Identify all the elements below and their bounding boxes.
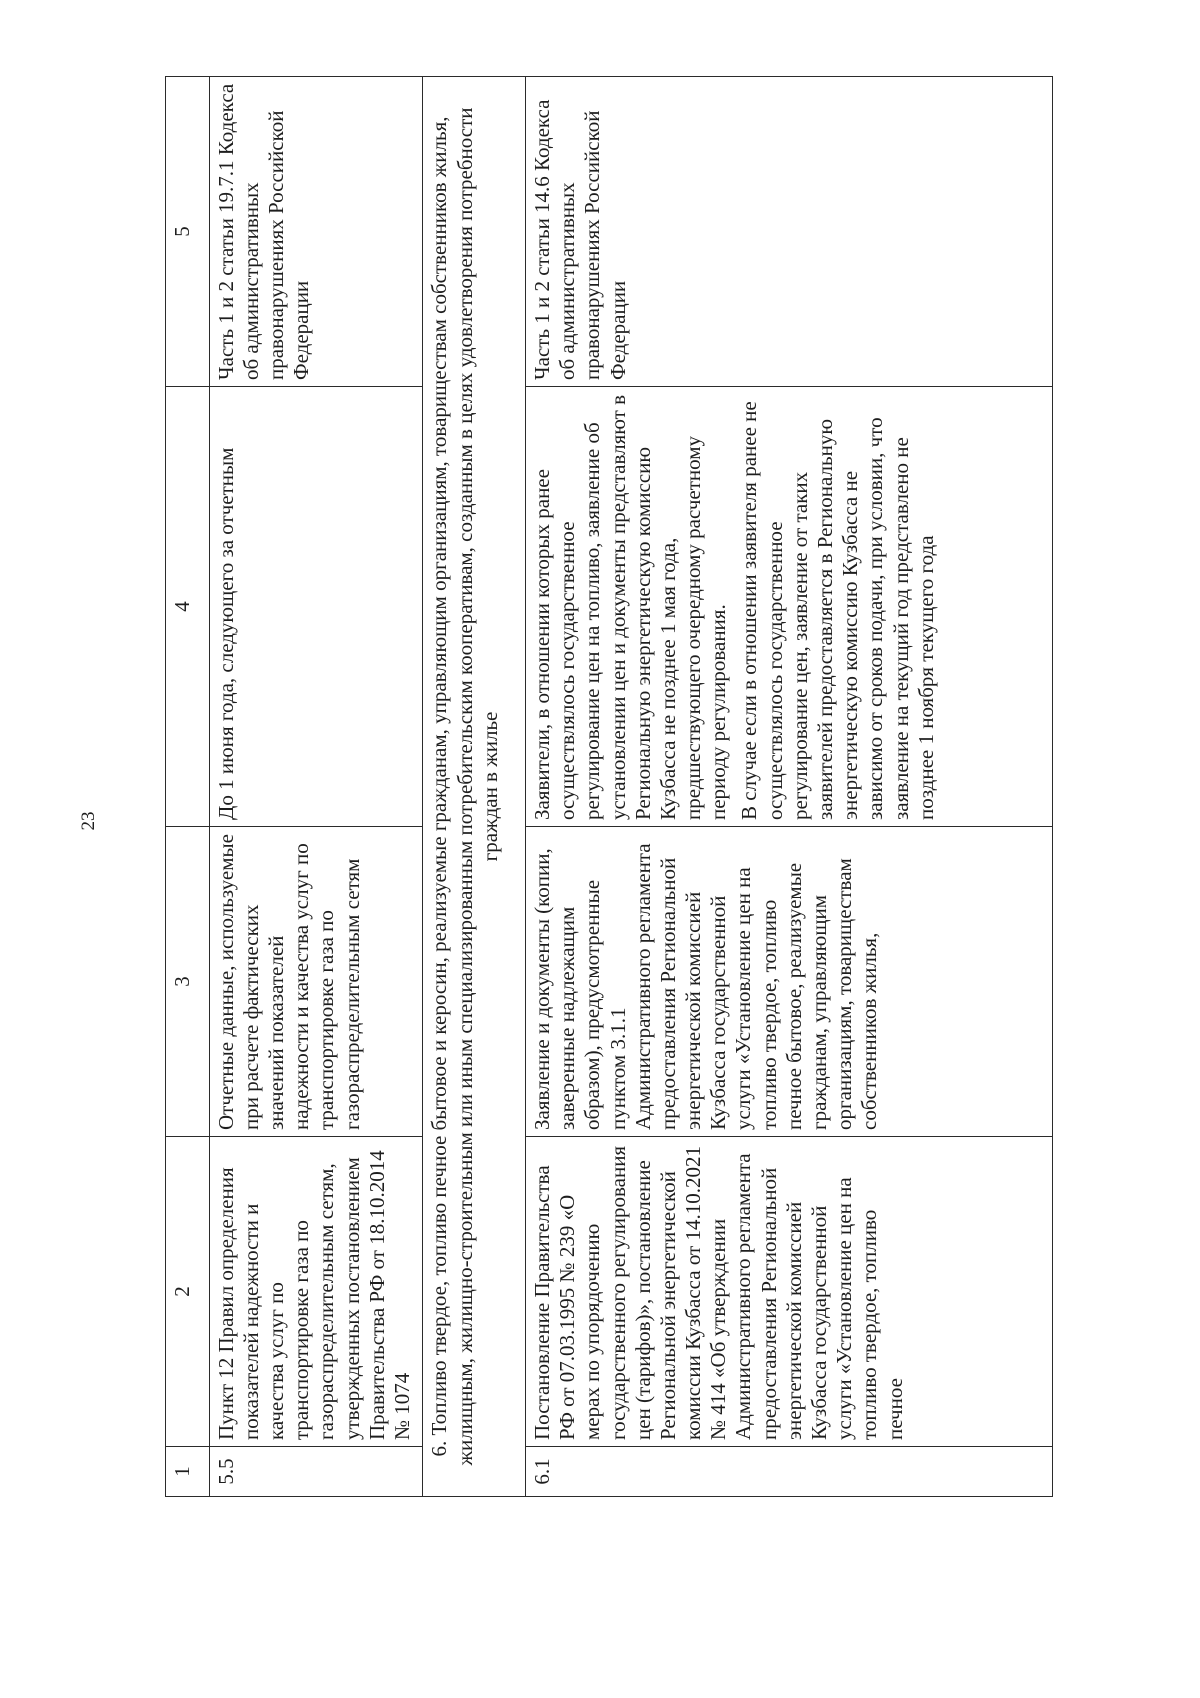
documents-cell: [525, 827, 1052, 1137]
documents-text: Заявление и документы (копии, заверенные надлежащим образом), предусмотренные пунктом 3.1.1 Административного регламента предоставления Региональной энергетической комиссией Кузбасса государственной услуги «Установление цен на топливо твердое, топливо печное бытовое, реализуемые гражданам, управляющим организациям, товариществам собственников жилья,: [529, 843, 882, 1130]
deadline-paragraph-2: В случае если в отношении заявителя ранее не осуществлялось государственное регулирование цен, заявление от таких заявителей предоставляется в Региональную энергетическую комиссию Кузбасса не зависимо от сроков подачи, при условии, что заявление на текущий год представлено не позднее 1 ноября текущего года: [737, 401, 938, 820]
header-col-1: 1: [166, 1447, 210, 1497]
documents-cell: Отчетные данные, используемые при расчете фактических значений показателей надежности и качества услуг по транспортировке газа по газораспределительным сетям: [209, 827, 423, 1137]
page-number: 23: [78, 811, 99, 831]
rotated-table-wrapper: [165, 77, 1053, 1497]
deadline-text-block: [530, 393, 1048, 820]
legal-basis-cell: Пункт 12 Правил определения показателей надежности и качества услуг по транспортировке газа по газораспределительным сетям, утвержденных постановлением Правительства РФ от 18.10.2014 № 1074: [209, 1137, 423, 1447]
section-heading-row: [423, 77, 526, 1497]
header-col-4: 4: [166, 387, 210, 827]
table-header-row: [166, 77, 210, 1497]
deadline-cell: [525, 387, 1052, 827]
legal-basis-cell: [525, 1137, 1052, 1447]
section-6-heading: 6. Топливо твердое, топливо печное бытовое и керосин, реализуемые гражданам, управляющим организациям, товариществам собственников жилья, жилищным, жилищно-строительным или иным специализированным потребительским кооперативам, созданным в целях удовлетворения потребности граждан в жилье: [423, 77, 526, 1497]
deadline-paragraph-1: Заявители, в отношении которых ранее осуществлялось государственное регулирование цен на топливо, заявление об установлении цен и документы представляют в Региональную энергетическую комиссию Кузбасса не позднее 1 мая года, предшествующего очередному расчетному периоду регулирования.: [529, 394, 731, 820]
legal-basis-text: Постановление Правительства РФ от 07.03.1995 № 239 «О мерах по упорядочению государственного регулирования цен (тарифов)», постановление Региональной энергетической комиссии Кузбасса от 14.10.2021 № 414 «Об утверждении Административного регламента предоставления Региональной энергетической комиссией Кузбасса государственной услуги «Установление цен на топливо твердое, топливо печное: [529, 1145, 907, 1440]
regulation-table: [165, 76, 1053, 1497]
header-col-2: 2: [166, 1137, 210, 1447]
header-col-3: 3: [166, 827, 210, 1137]
table-row-6-1: [525, 77, 1052, 1497]
row-number: 6.1: [525, 1447, 1052, 1497]
deadline-cell: До 1 июня года, следующего за отчетным: [209, 387, 423, 827]
header-col-5: 5: [166, 77, 210, 387]
liability-cell: Часть 1 и 2 статьи 14.6 Кодекса об административных правонарушениях Российской Федерации: [525, 77, 1052, 387]
row-number: 5.5: [209, 1447, 423, 1497]
table-row-5-5: [209, 77, 423, 1497]
liability-cell: Часть 1 и 2 статьи 19.7.1 Кодекса об административных правонарушениях Российской Федерации: [209, 77, 423, 387]
